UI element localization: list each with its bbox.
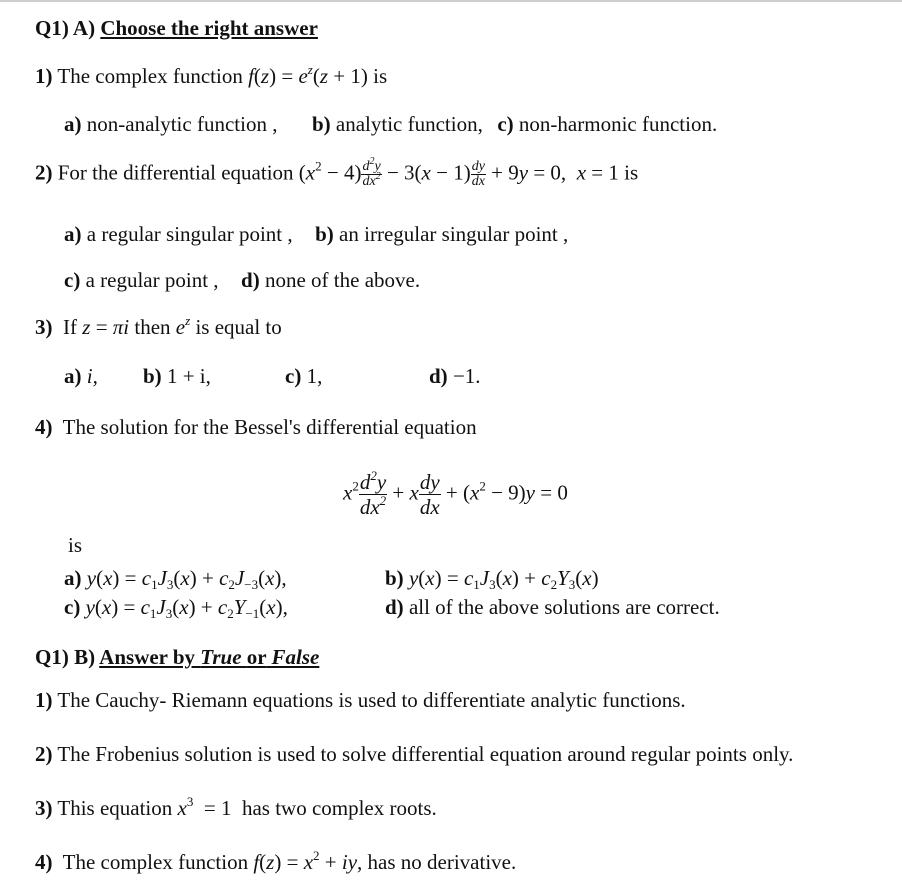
- question-4-option-a[interactable]: a) $y(x) = c_1J_3(x) + c_2J_{-3}(x)$,: [64, 566, 287, 592]
- question-4-option-b[interactable]: b) $y(x) = c_1J_3(x) + c_2Y_3(x)$: [385, 566, 599, 592]
- option-label: c): [64, 268, 81, 292]
- option-label: a): [64, 222, 82, 246]
- section-title-q1a: [35, 18, 318, 39]
- question-3-option-d[interactable]: [429, 366, 481, 387]
- option-c[interactable]: [64, 268, 219, 292]
- question-3: 3) If z = πi then $e^z$ is equal to: [35, 313, 282, 339]
- question-text: The solution for the Bessel's differential equation: [62, 415, 477, 439]
- question-text-mid: then: [134, 315, 171, 339]
- option-text: a regular point ,: [85, 268, 219, 292]
- question-text-end: is: [373, 64, 388, 88]
- var: πi: [112, 315, 130, 339]
- option-text: 1,: [306, 364, 323, 388]
- fraction-dy-dx: $\frac{dy}{dx}$: [419, 470, 440, 520]
- var: x: [305, 160, 316, 185]
- statement-text: The Cauchy- Riemann equations is used to differentiate analytic functions.: [57, 688, 686, 712]
- statement-text: The complex function: [62, 850, 249, 874]
- question-2-options-row1: [64, 224, 568, 245]
- statement-number: 4): [35, 850, 53, 874]
- heading-part: or: [246, 645, 267, 669]
- option-label: a): [64, 566, 82, 590]
- var: y: [525, 480, 535, 505]
- question-4-option-d[interactable]: [385, 597, 720, 618]
- var: z: [82, 315, 91, 339]
- question-text: The complex function: [57, 64, 243, 88]
- fraction-d2y-dx2: $\frac{d^2y}{dx^2}$: [362, 156, 381, 189]
- option-formula: y: [85, 595, 95, 619]
- option-formula: y: [86, 566, 97, 590]
- option-text: i,: [86, 364, 98, 388]
- statement-text: The Frobenius solution is used to solve differential equation around regular points only.: [57, 742, 794, 766]
- option-label: c): [285, 364, 302, 388]
- option-label: c): [64, 595, 81, 619]
- question-number: 1): [35, 64, 53, 88]
- var: x: [470, 480, 480, 505]
- option-label: b): [385, 566, 404, 590]
- option-label: d): [385, 595, 404, 619]
- var: e: [175, 315, 186, 339]
- exponent: z: [185, 313, 191, 328]
- heading-part: Answer by: [99, 645, 196, 669]
- exponent: 2: [479, 478, 486, 494]
- question-2: 2) For the differential equation $(x^2 - 4)$ $\frac{d^2y}{dx^2}$ − 3(x − 1) $\frac{dy}{dx}$ + 9y = 0, x = 1 is: [35, 156, 639, 189]
- option-b[interactable]: [315, 222, 568, 246]
- formula: f: [248, 64, 254, 88]
- top-rule: [0, 0, 902, 2]
- option-text: analytic function,: [335, 112, 483, 136]
- question-text-end: is: [624, 160, 639, 185]
- exponent: 2: [352, 478, 359, 494]
- option-text: 1 + i,: [166, 364, 211, 388]
- var: f: [253, 850, 260, 874]
- var: e: [298, 64, 308, 88]
- option-label: d): [429, 364, 448, 388]
- question-1: 1) The complex function $f(z) = e^z(z + 1)$ is: [35, 62, 388, 88]
- option-text: −1.: [452, 364, 481, 388]
- option-label: c): [497, 112, 514, 136]
- option-d[interactable]: [241, 268, 420, 292]
- option-c[interactable]: [497, 112, 717, 136]
- var: z: [319, 64, 329, 88]
- question-3-option-b[interactable]: [143, 366, 211, 387]
- question-text: If: [63, 315, 77, 339]
- heading-true: True: [200, 645, 242, 669]
- tf-statement-3: 3) This equation $x^3 = 1$ has two complex roots.: [35, 794, 437, 820]
- fraction-dy-dx: $\frac{dy}{dx}$: [471, 159, 485, 189]
- var: x: [409, 480, 419, 505]
- question-2-options-row2: [64, 270, 420, 291]
- question-3-option-c[interactable]: [285, 366, 322, 387]
- exponent: z: [307, 62, 313, 77]
- section-title-q1b: [35, 647, 319, 668]
- option-text: non-analytic function ,: [86, 112, 278, 136]
- exponent: 3: [186, 794, 194, 809]
- question-text-end: is equal to: [195, 315, 282, 339]
- option-label: b): [143, 364, 162, 388]
- option-text: a regular singular point ,: [86, 222, 293, 246]
- section-heading: Choose the right answer: [100, 16, 318, 40]
- exponent: 2: [315, 158, 322, 174]
- option-a[interactable]: [64, 222, 293, 246]
- fraction-d2y-dx2: $\frac{d^2y}{dx^2}$: [359, 468, 387, 520]
- question-number: 4): [35, 415, 53, 439]
- var: x: [421, 160, 431, 185]
- var: x: [576, 160, 587, 185]
- option-text: none of the above.: [264, 268, 421, 292]
- tf-statement-2: [35, 744, 793, 765]
- option-label: a): [64, 364, 82, 388]
- question-number: 2): [35, 160, 53, 185]
- option-text: non-harmonic function.: [518, 112, 718, 136]
- var: z: [260, 64, 270, 88]
- var: y: [518, 160, 529, 185]
- question-4: [35, 417, 477, 438]
- tf-statement-1: [35, 690, 686, 711]
- question-text: For the differential equation: [57, 160, 294, 185]
- question-3-option-a[interactable]: [64, 366, 98, 387]
- option-label: b): [311, 112, 331, 136]
- section-heading: [99, 645, 319, 669]
- bessel-equation: $x^2$ $\frac{d^2y}{dx^2}$ + x $\frac{dy}{dx}$ + $(x^2 - 9)y = 0$: [343, 468, 568, 520]
- statement-number: 2): [35, 742, 53, 766]
- option-b[interactable]: [312, 112, 483, 136]
- var: x: [177, 796, 187, 820]
- tf-statement-4: 4) The complex function $f(z) = x^2$ + iy, has no derivative.: [35, 848, 517, 874]
- statement-text-end: has two complex roots.: [241, 796, 437, 820]
- statement-number: 1): [35, 688, 53, 712]
- option-formula: y: [408, 566, 419, 590]
- statement-text-end: has no derivative.: [367, 850, 517, 874]
- heading-false: False: [271, 645, 320, 669]
- section-number: Q1) B): [35, 645, 96, 669]
- question-number: 3): [35, 315, 53, 339]
- statement-text: This equation: [57, 796, 173, 820]
- option-label: d): [241, 268, 260, 292]
- question-1-options: [64, 114, 717, 135]
- section-number: Q1) A): [35, 16, 96, 40]
- question-4-is: is: [68, 533, 83, 557]
- option-text: an irregular singular point ,: [339, 222, 569, 246]
- option-a[interactable]: [64, 112, 277, 136]
- var: x: [343, 480, 353, 505]
- option-label: b): [315, 222, 334, 246]
- option-label: a): [64, 112, 82, 136]
- question-4-option-c[interactable]: c) $y(x) = c_1J_3(x) + c_2Y_{-1}(x)$,: [64, 595, 288, 621]
- statement-number: 3): [35, 796, 53, 820]
- option-text: all of the above solutions are correct.: [408, 595, 720, 619]
